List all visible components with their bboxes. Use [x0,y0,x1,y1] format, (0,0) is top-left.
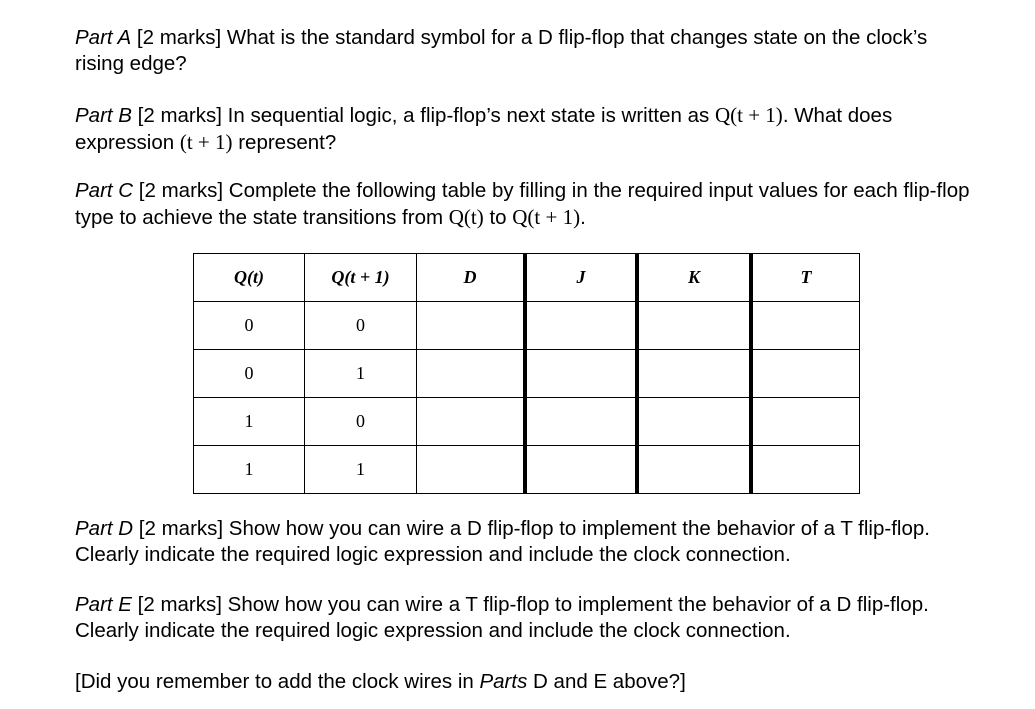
part-d-question [75,516,975,568]
cell-d[interactable] [417,446,526,494]
cell-q-t-plus-1: 1 [305,350,417,398]
cell-q-t-plus-1: 0 [305,302,417,350]
table-row [194,398,860,446]
table-row [194,350,860,398]
part-a-label: Part A [75,26,132,49]
table-row [194,302,860,350]
table-row [194,446,860,494]
cell-q-t: 0 [194,302,305,350]
cell-t[interactable] [751,446,860,494]
transition-table-header-row [194,254,860,302]
cell-k[interactable] [637,350,751,398]
part-c-text-before: [2 marks] Complete the following table by filling in the required input values for each flip-flop type to achieve the state transitions from [75,179,970,229]
part-b-math-next-state: Q(t + 1) [714,103,783,127]
header-j: J [525,254,637,302]
cell-j[interactable] [525,350,637,398]
transition-table [193,253,860,494]
part-c-text-mid: to [483,206,513,229]
reminder-italic: Parts [479,670,528,693]
cell-q-t: 0 [194,350,305,398]
cell-d[interactable] [417,350,526,398]
cell-k[interactable] [637,398,751,446]
cell-t[interactable] [751,302,860,350]
cell-d[interactable] [417,398,526,446]
header-d: D [417,254,526,302]
cell-k[interactable] [637,302,751,350]
reminder-before: [Did you remember to add the clock wires in [75,670,480,693]
cell-t[interactable] [751,398,860,446]
part-b-question [75,102,975,156]
reminder-after: D and E above?] [527,670,686,693]
part-e-label: Part E [75,593,132,616]
header-q-t-plus-1: Q(t + 1) [305,254,417,302]
header-t: T [751,254,860,302]
part-c-math-to: Q(t + 1) [512,205,581,229]
part-d-text: [2 marks] Show how you can wire a D flip-flop to implement the behavior of a T flip-flop. Clearly indicate the required logic expression and include the clock connection. [75,517,930,566]
part-b-text-before: [2 marks] In sequential logic, a flip-flop’s next state is written as [131,104,715,127]
part-e-question [75,592,975,644]
cell-j[interactable] [525,446,637,494]
part-b-math-expression: (t + 1) [179,130,233,154]
part-b-text-after: represent? [232,131,337,154]
part-e-text: [2 marks] Show how you can wire a T flip-flop to implement the behavior of a D flip-flop. Clearly indicate the required logic expression and include the clock connection. [75,593,929,642]
cell-q-t: 1 [194,446,305,494]
part-c-label: Part C [75,179,134,202]
part-b-label: Part B [75,104,132,127]
header-q-t: Q(t) [194,254,305,302]
cell-q-t-plus-1: 1 [305,446,417,494]
part-b-text-mid: . What does expression [75,104,893,154]
cell-d[interactable] [417,302,526,350]
part-c-math-from: Q(t) [448,205,484,229]
cell-q-t-plus-1: 0 [305,398,417,446]
cell-k[interactable] [637,446,751,494]
header-k: K [637,254,751,302]
part-c-question [75,178,975,231]
cell-j[interactable] [525,302,637,350]
cell-t[interactable] [751,350,860,398]
part-d-label: Part D [75,517,134,540]
cell-q-t: 1 [194,398,305,446]
cell-j[interactable] [525,398,637,446]
clock-wire-reminder [75,669,975,695]
part-a-question [75,25,975,77]
part-c-text-after: . [580,206,586,229]
part-a-text: [2 marks] What is the standard symbol for a D flip-flop that changes state on the clock’s rising edge? [75,26,928,75]
